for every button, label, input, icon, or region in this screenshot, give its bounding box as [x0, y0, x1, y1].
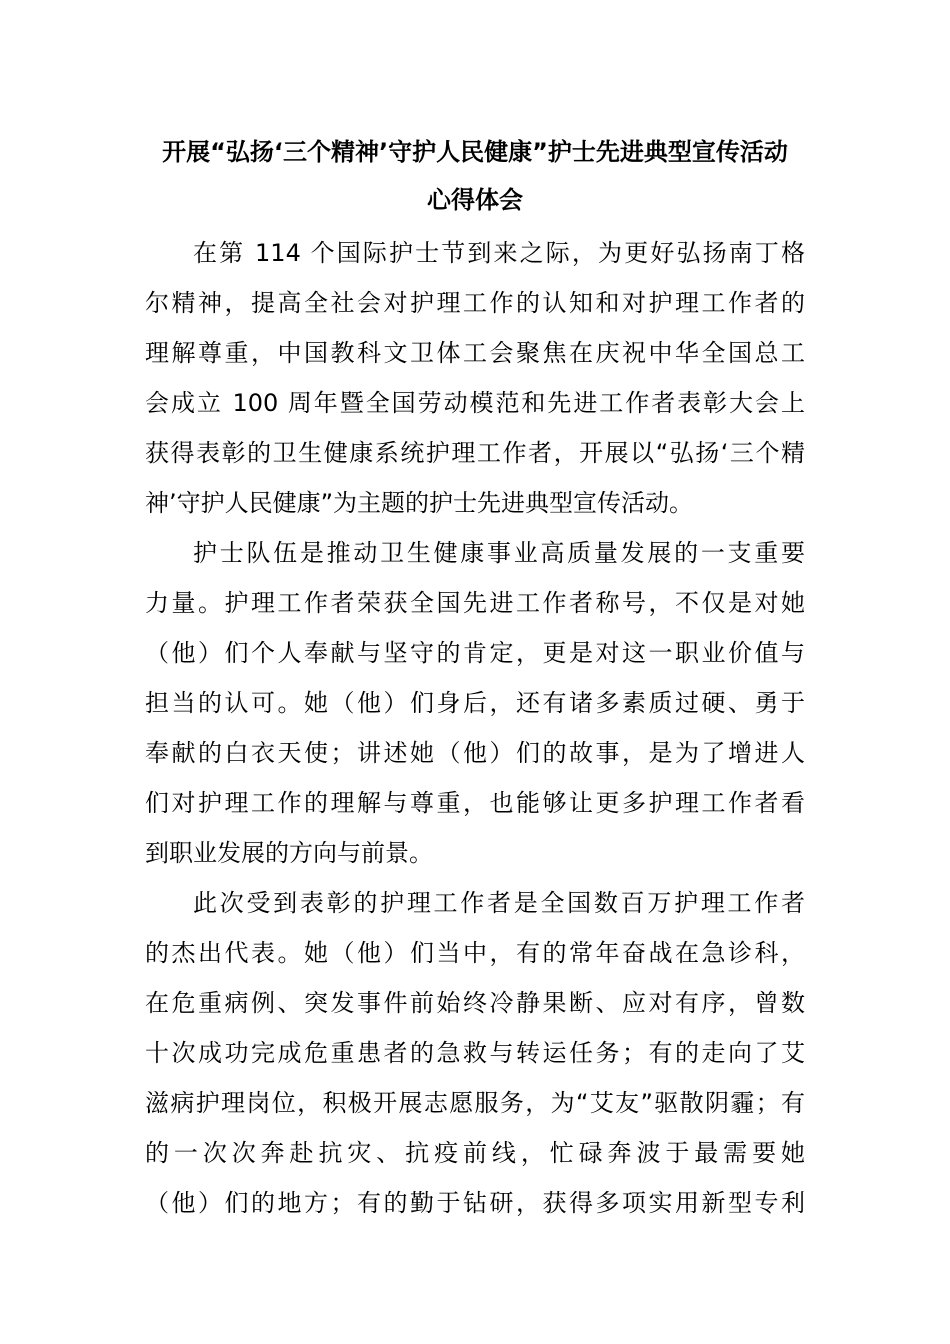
paragraph-1-line: 尔精神，提高全社会对护理工作的认知和对护理工作者的 [145, 289, 805, 317]
paragraph-1-line: 获得表彰的卫生健康系统护理工作者，开展以“弘扬‘三个精 [145, 439, 805, 467]
paragraph-3-line: 在危重病例、突发事件前始终冷静果断、应对有序，曾数 [145, 989, 805, 1017]
paragraph-3-line: 的杰出代表。她（他）们当中，有的常年奋战在急诊科， [145, 939, 805, 967]
paragraph-2-line: 担当的认可。她（他）们身后，还有诸多素质过硬、勇于 [145, 689, 805, 717]
paragraph-3-line: 此次受到表彰的护理工作者是全国数百万护理工作者 [193, 889, 805, 917]
paragraph-1-line: 理解尊重，中国教科文卫体工会聚焦在庆祝中华全国总工 [145, 339, 805, 367]
paragraph-2-line: （他）们个人奉献与坚守的肯定，更是对这一职业价值与 [145, 639, 805, 667]
paragraph-1-line: 会成立 100 周年暨全国劳动模范和先进工作者表彰大会上 [145, 389, 805, 417]
paragraph-2-line: 到职业发展的方向与前景。 [145, 839, 433, 867]
document-title: 开展“弘扬‘三个精神’守护人民健康”护士先进典型宣传活动 [162, 138, 788, 166]
paragraph-2-line: 奉献的白衣天使；讲述她（他）们的故事，是为了增进人 [145, 739, 805, 767]
document-body [145, 228, 805, 1228]
paragraph-3-line: 十次成功完成危重患者的急救与转运任务；有的走向了艾 [145, 1039, 805, 1067]
paragraph-2-line: 们对护理工作的理解与尊重，也能够让更多护理工作者看 [145, 789, 805, 817]
paragraph-1-line: 神’守护人民健康”为主题的护士先进典型宣传活动。 [145, 489, 694, 517]
paragraph-3-line: 的一次次奔赴抗灾、抗疫前线，忙碌奔波于最需要她 [145, 1139, 805, 1167]
document-title-second-line: 心得体会 [427, 186, 523, 214]
paragraph-2-line: 力量。护理工作者荣获全国先进工作者称号，不仅是对她 [145, 589, 805, 617]
paragraph-2-line: 护士队伍是推动卫生健康事业高质量发展的一支重要 [193, 539, 805, 567]
paragraph-1-line: 在第 114 个国际护士节到来之际，为更好弘扬南丁格 [193, 239, 805, 267]
paragraph-3-line: 滋病护理岗位，积极开展志愿服务，为“艾友”驱散阴霾；有 [145, 1089, 805, 1117]
paragraph-3-line: （他）们的地方；有的勤于钻研，获得多项实用新型专利 [145, 1189, 805, 1217]
